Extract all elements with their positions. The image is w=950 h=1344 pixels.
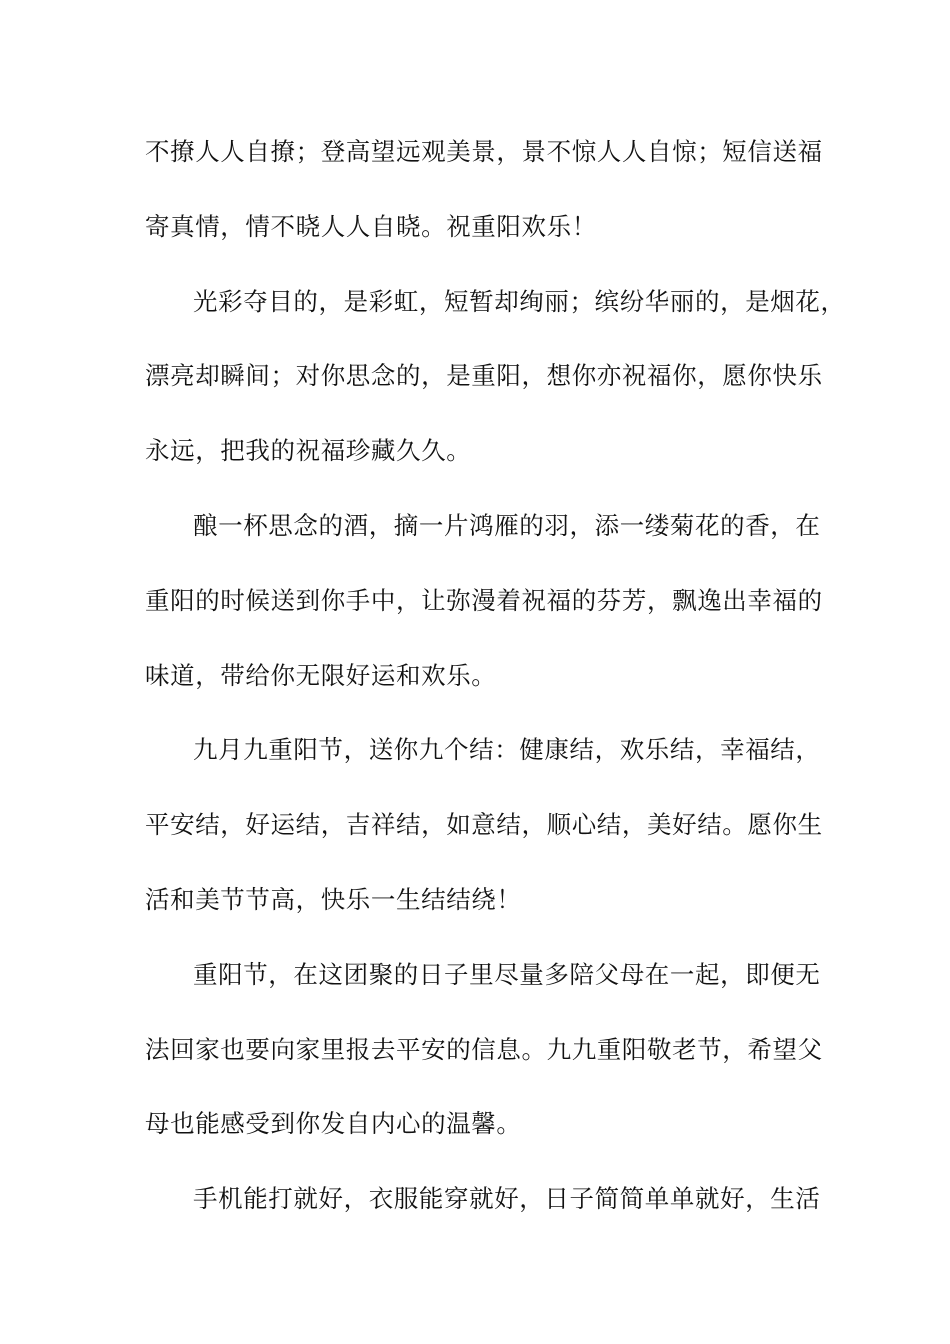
text-line: 九月九重阳节，送你九个结：健康结，欢乐结，幸福结， <box>193 735 821 765</box>
text-line: 平安结，好运结，吉祥结，如意结，顺心结，美好结。愿你生 <box>145 810 823 840</box>
body-text <box>145 130 846 1252</box>
text-line: 活和美节节高，快乐一生结结绕！ <box>145 884 522 914</box>
text-line: 重阳节，在这团聚的日子里尽量多陪父母在一起，即便无 <box>193 959 821 989</box>
text-line: 母也能感受到你发自内心的温馨。 <box>145 1109 522 1139</box>
text-line: 手机能打就好，衣服能穿就好，日子简简单单就好，生活 <box>193 1184 821 1214</box>
text-line: 不撩人人自撩；登高望远观美景，景不惊人人自惊；短信送福 <box>145 137 823 166</box>
text-line: 重阳的时候送到你手中，让弥漫着祝福的芬芳，飘逸出幸福的 <box>145 585 823 615</box>
text-line: 光彩夺目的，是彩虹，短暂却绚丽；缤纷华丽的，是烟花， <box>193 286 846 316</box>
text-line: 酿一杯思念的酒，摘一片鸿雁的羽，添一缕菊花的香，在 <box>193 510 821 540</box>
text-line: 漂亮却瞬间；对你思念的，是重阳，想你亦祝福你，愿你快乐 <box>145 361 823 391</box>
text-line: 法回家也要向家里报去平安的信息。九九重阳敬老节，希望父 <box>145 1034 823 1064</box>
text-line: 寄真情，情不晓人人自晓。祝重阳欢乐！ <box>145 211 597 241</box>
text-line: 味道，带给你无限好运和欢乐。 <box>145 660 497 690</box>
text-line: 永远，把我的祝福珍藏久久。 <box>145 436 472 466</box>
